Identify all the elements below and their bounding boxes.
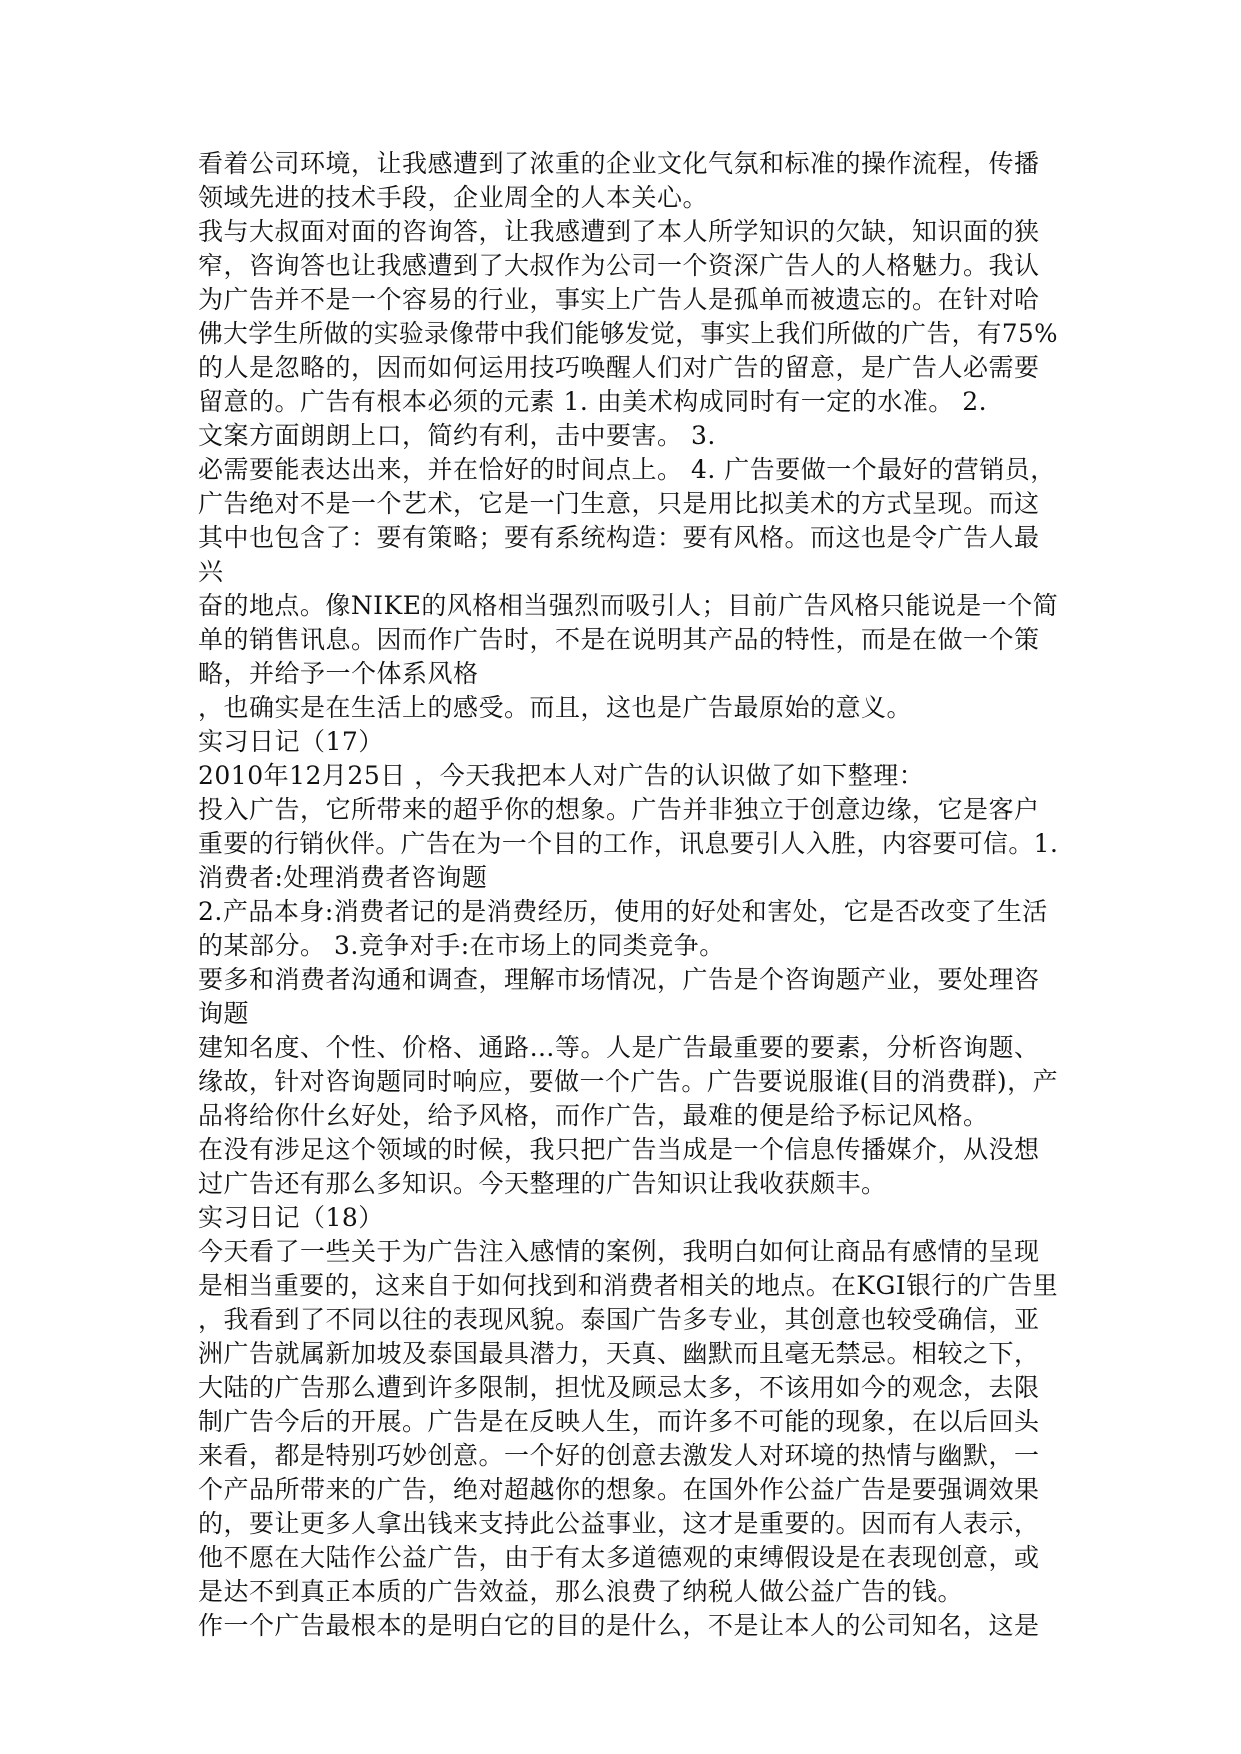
text-line: 领域先进的技术手段，企业周全的人本关心。: [198, 183, 709, 212]
text-line: 询题: [198, 999, 250, 1028]
text-line: 的人是忽略的，因而如何运用技巧唤醒人们对广告的留意，是广告人必需要: [198, 353, 1040, 382]
text-line: 制广告今后的开展。广告是在反映人生，而许多不可能的现象，在以后回头: [198, 1407, 1040, 1436]
text-line: 文案方面朗朗上口，简约有利，击中要害。 3.: [198, 421, 716, 450]
text-line: 要多和消费者沟通和调查，理解市场情况，广告是个咨询题产业，要处理咨: [198, 965, 1040, 994]
text-line: 品将给你什幺好处，给予风格，而作广告，最难的便是给予标记风格。: [198, 1101, 989, 1130]
text-line: 其中也包含了：要有策略；要有系统构造：要有风格。而这也是令广告人最: [198, 523, 1040, 552]
text-line: 实习日记（18）: [198, 1203, 384, 1232]
text-line: 他不愿在大陆作公益广告，由于有太多道德观的束缚假设是在表现创意，或: [198, 1543, 1040, 1572]
text-line: 略，并给予一个体系风格: [198, 659, 479, 688]
text-line: 投入广告，它所带来的超乎你的想象。广告并非独立于创意边缘，它是客户: [198, 795, 1040, 824]
text-line: 是达不到真正本质的广告效益，那么浪费了纳税人做公益广告的钱。: [198, 1577, 964, 1606]
text-line: 佛大学生所做的实验录像带中我们能够发觉，事实上我们所做的广告，有75%: [198, 319, 1059, 348]
text-line: 留意的。广告有根本必须的元素 1. 由美术构成同时有一定的水准。 2.: [198, 387, 988, 416]
text-line: 的某部分。 3.竞争对手:在市场上的同类竞争。: [198, 931, 725, 960]
text-line: 大陆的广告那么遭到许多限制，担忧及顾忌太多，不该用如今的观念，去限: [198, 1373, 1040, 1402]
text-line: 过广告还有那么多知识。今天整理的广告知识让我收获颇丰。: [198, 1169, 887, 1198]
text-line: 实习日记（17）: [198, 727, 384, 756]
text-line: 作一个广告最根本的是明白它的目的是什么，不是让本人的公司知名，这是: [198, 1611, 1040, 1640]
text-line: 单的销售讯息。因而作广告时，不是在说明其产品的特性，而是在做一个策: [198, 625, 1040, 654]
text-line: 广告绝对不是一个艺术，它是一门生意，只是用比拟美术的方式呈现。而这: [198, 489, 1040, 518]
text-line: 今天看了一些关于为广告注入感情的案例，我明白如何让商品有感情的呈现: [198, 1237, 1040, 1266]
text-line: 2010年12月25日 ，今天我把本人对广告的认识做了如下整理：: [198, 761, 925, 790]
text-line: 窄，咨询答也让我感遭到了大叔作为公司一个资深广告人的人格魅力。我认: [198, 251, 1040, 280]
text-line: ，也确实是在生活上的感受。而且，这也是广告最原始的意义。: [198, 693, 913, 722]
document-body: [198, 147, 1058, 1643]
text-line: 来看，都是特别巧妙创意。一个好的创意去激发人对环境的热情与幽默，一: [198, 1441, 1040, 1470]
text-line: 消费者:处理消费者咨询题: [198, 863, 488, 892]
text-line: 重要的行销伙伴。广告在为一个目的工作，讯息要引人入胜，内容要可信。1.: [198, 829, 1059, 858]
text-line: ，我看到了不同以往的表现风貌。泰国广告多专业，其创意也较受确信，亚: [198, 1305, 1040, 1334]
text-line: 的，要让更多人拿出钱来支持此公益事业，这才是重要的。因而有人表示，: [198, 1509, 1040, 1538]
text-line: 必需要能表达出来，并在恰好的时间点上。 4. 广告要做一个最好的营销员，: [198, 455, 1056, 484]
text-line: 看着公司环境，让我感遭到了浓重的企业文化气氛和标准的操作流程，传播: [198, 149, 1040, 178]
text-line: 缘故，针对咨询题同时响应，要做一个广告。广告要说服谁(目的消费群)，产: [198, 1067, 1059, 1096]
text-line: 我与大叔面对面的咨询答，让我感遭到了本人所学知识的欠缺，知识面的狭: [198, 217, 1040, 246]
text-line: 是相当重要的，这来自于如何找到和消费者相关的地点。在KGI银行的广告里: [198, 1271, 1059, 1300]
text-line: 在没有涉足这个领域的时候，我只把广告当成是一个信息传播媒介，从没想: [198, 1135, 1040, 1164]
text-line: 个产品所带来的广告，绝对超越你的想象。在国外作公益广告是要强调效果: [198, 1475, 1040, 1504]
text-line: 洲广告就属新加坡及泰国最具潜力，天真、幽默而且毫无禁忌。相较之下，: [198, 1339, 1040, 1368]
text-line: 为广告并不是一个容易的行业，事实上广告人是孤单而被遗忘的。在针对哈: [198, 285, 1040, 314]
text-line: 奋的地点。像NIKE的风格相当强烈而吸引人；目前广告风格只能说是一个简: [198, 591, 1059, 620]
text-line: 兴: [198, 557, 224, 586]
text-line: 建知名度、个性、价格、通路…等。人是广告最重要的要素，分析咨询题、: [198, 1033, 1040, 1062]
text-line: 2.产品本身:消费者记的是消费经历，使用的好处和害处，它是否改变了生活: [198, 897, 1048, 926]
